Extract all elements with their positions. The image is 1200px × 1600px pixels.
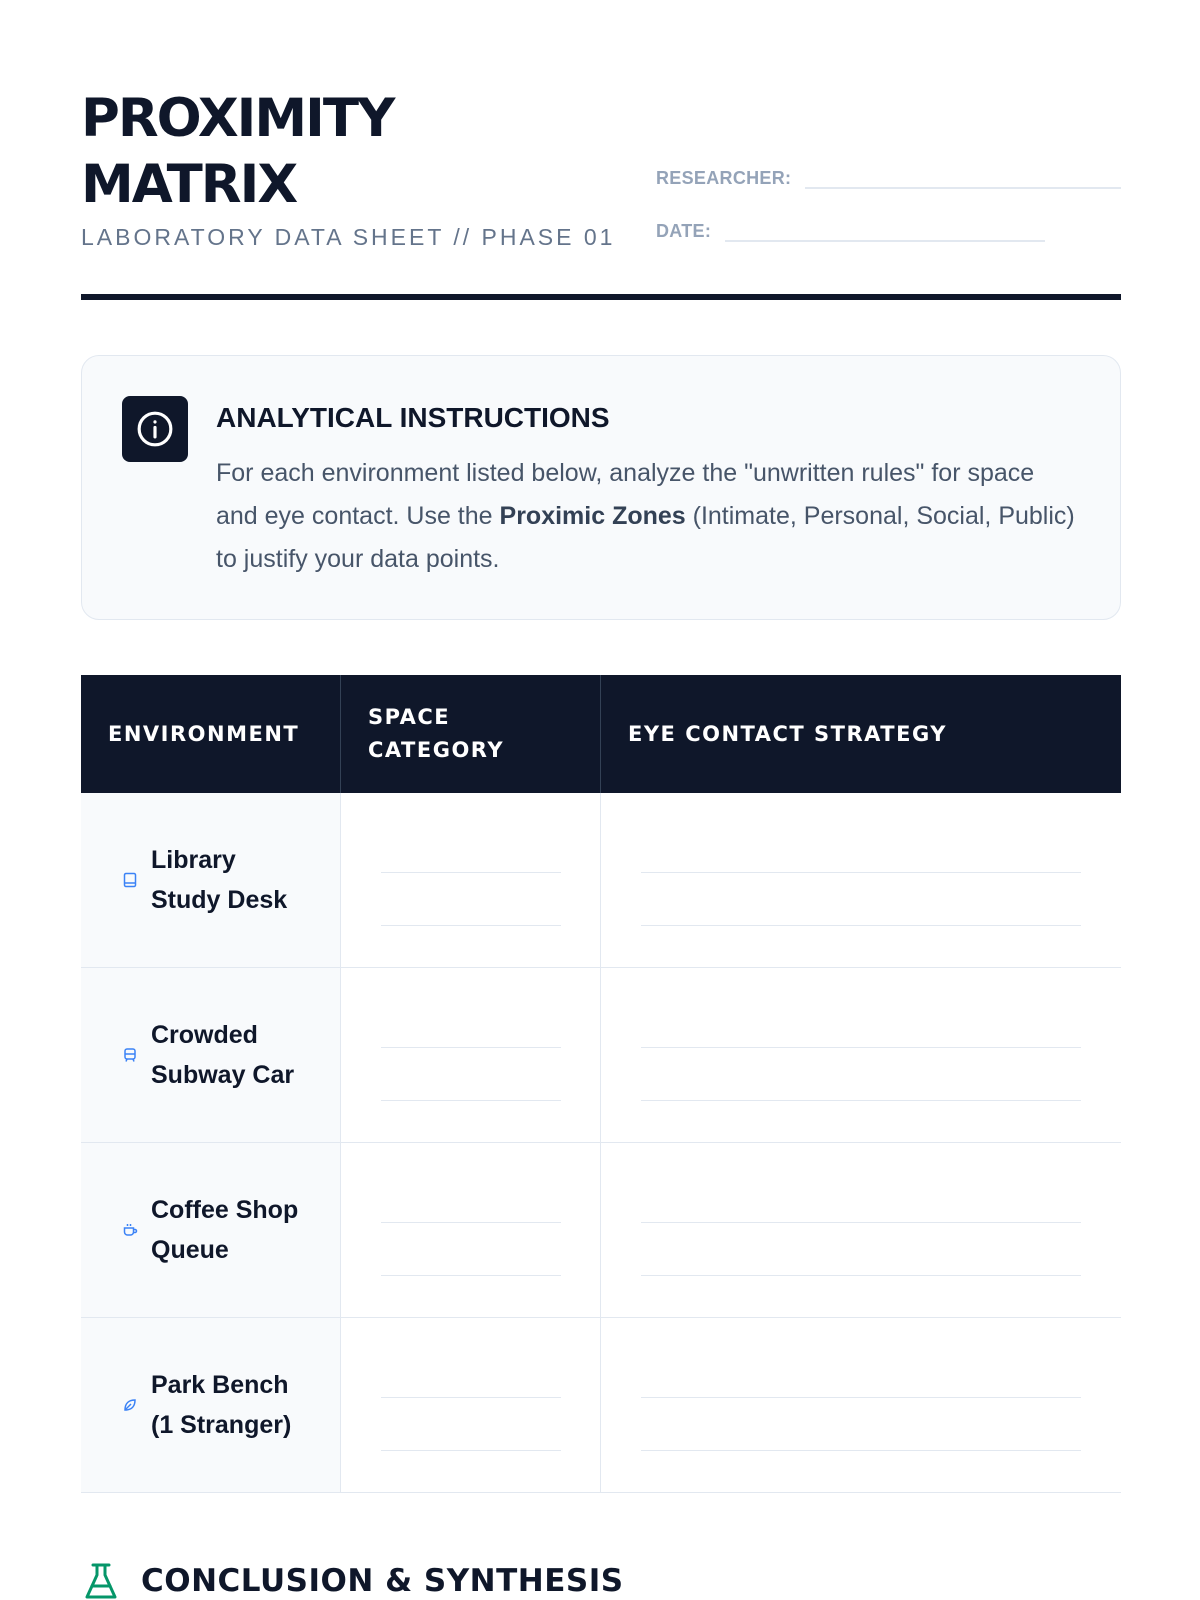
space-category-cell[interactable] — [341, 793, 601, 967]
write-line — [641, 1100, 1081, 1101]
write-line — [641, 872, 1081, 873]
conclusion-title: CONCLUSION & SYNTHESIS — [141, 1563, 624, 1599]
header-divider — [81, 294, 1121, 300]
table-row — [81, 968, 1121, 1143]
write-line — [381, 925, 561, 926]
write-line — [641, 1450, 1081, 1451]
instructions-text-start: For each environment listed below, analyze the "unwritten rules" for space and eye contact. Use the — [216, 459, 1035, 530]
column-header-eye-contact: EYE CONTACT STRATEGY — [628, 721, 947, 746]
write-line — [381, 1047, 561, 1048]
environment-cell — [81, 1318, 341, 1492]
flask-icon — [83, 1562, 119, 1600]
researcher-row — [656, 164, 1121, 189]
table-header — [81, 675, 1121, 793]
title-line-2: MATRIX — [81, 154, 297, 215]
write-line — [381, 872, 561, 873]
environment-label: Coffee Shop Queue — [151, 1196, 299, 1264]
date-row — [656, 217, 1121, 242]
eye-contact-cell[interactable] — [601, 968, 1121, 1142]
environment-cell — [81, 968, 341, 1142]
environment-cell — [81, 793, 341, 967]
write-line — [381, 1397, 561, 1398]
write-line — [381, 1100, 561, 1101]
write-line — [641, 1397, 1081, 1398]
book-icon — [121, 871, 139, 889]
info-icon — [122, 396, 188, 462]
environment-label: Park Bench (1 Stranger) — [151, 1371, 292, 1439]
write-line — [641, 1275, 1081, 1276]
column-header-environment: ENVIRONMENT — [81, 675, 341, 793]
date-field[interactable] — [725, 220, 1045, 242]
date-label: DATE: — [656, 221, 712, 241]
instructions-text-bold: Proximic Zones — [499, 502, 686, 530]
table-row — [81, 1143, 1121, 1318]
table-row — [81, 1318, 1121, 1493]
instructions-text-end: (Intimate, Personal, Social, Public) to justify your data points. — [216, 502, 1075, 573]
conclusion-heading — [83, 1562, 624, 1600]
eye-contact-cell[interactable] — [601, 1143, 1121, 1317]
write-line — [381, 1450, 561, 1451]
write-line — [641, 1222, 1081, 1223]
page-subtitle: LABORATORY DATA SHEET // PHASE 01 — [81, 224, 616, 250]
leaf-icon — [121, 1396, 139, 1414]
space-category-cell[interactable] — [341, 1143, 601, 1317]
environment-cell — [81, 1143, 341, 1317]
instructions-text — [216, 452, 1076, 581]
coffee-icon — [121, 1221, 139, 1239]
title-line-1: PROXIMITY — [81, 88, 394, 149]
write-line — [381, 1222, 561, 1223]
column-header-space-category: SPACE CATEGORY — [341, 675, 601, 793]
space-category-cell[interactable] — [341, 1318, 601, 1492]
sheet-header — [81, 86, 1121, 302]
proximity-table — [81, 675, 1121, 1493]
write-line — [381, 1275, 561, 1276]
eye-contact-cell[interactable] — [601, 793, 1121, 967]
eye-contact-cell[interactable] — [601, 1318, 1121, 1492]
space-category-cell[interactable] — [341, 968, 601, 1142]
researcher-label: RESEARCHER: — [656, 168, 792, 188]
write-line — [641, 1047, 1081, 1048]
environment-label: Crowded Subway Car — [151, 1021, 295, 1089]
write-line — [641, 925, 1081, 926]
table-row — [81, 793, 1121, 968]
meta-fields — [656, 164, 1121, 270]
instructions-title: ANALYTICAL INSTRUCTIONS — [216, 402, 610, 433]
train-icon — [121, 1046, 139, 1064]
researcher-field[interactable] — [805, 167, 1121, 189]
environment-label: Library Study Desk — [151, 846, 288, 914]
instructions-box — [81, 355, 1121, 620]
